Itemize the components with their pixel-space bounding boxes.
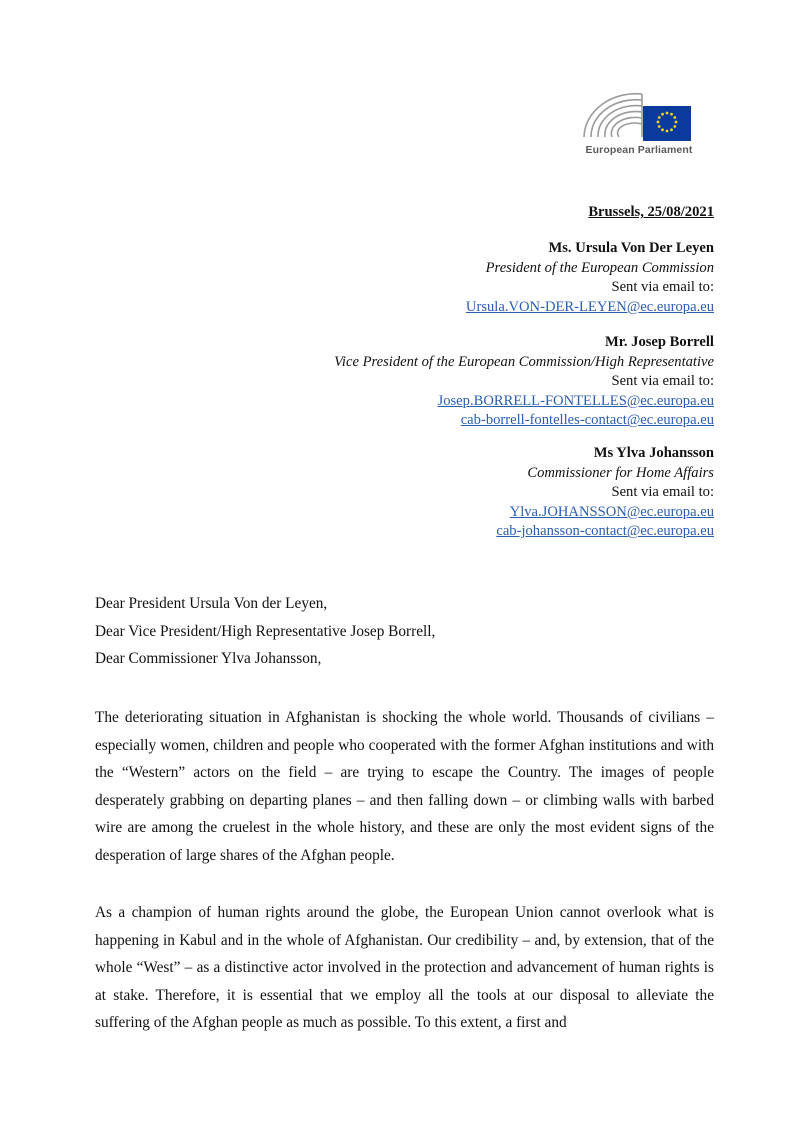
recipient-name: Mr. Josep Borrell [604, 334, 714, 350]
email-link[interactable]: Josep.BORRELL-FONTELLES@ec.europa.eu [437, 392, 714, 409]
recipient-block [466, 239, 714, 317]
body-paragraph: The deteriorating situation in Afghanistan is shocking the whole world. Thousands of civilians – especially women, children and people who cooperated with the former Afghan institutions and with the “Western” actors on the field – are trying to escape the Country. The images of people desperately grabbing on departing planes – and then falling down – or climbing walls with barbed wire are among the cruelest in the whole history, and these are only the most evident signs of the desperation of large shares of the Afghan people. [95, 709, 714, 864]
recipient-title: Commissioner for Home Affairs [527, 464, 714, 481]
recipient-title: President of the European Commission [485, 259, 714, 276]
salutation-line: Dear Commissioner Ylva Johansson, [95, 650, 322, 668]
email-link[interactable]: cab-johansson-contact@ec.europa.eu [496, 523, 714, 540]
email-link[interactable]: Ursula.VON-DER-LEYEN@ec.europa.eu [465, 298, 714, 315]
body-paragraph: As a champion of human rights around the globe, the European Union cannot overlook what is happening in Kabul and in the whole of Afghanistan. Our credibility – and, by extension, that of the whole “West” – as a distinctive actor involved in the protection and advancement of human rights is at stake. Therefore, it is essential that we employ all the tools at our disposal to alleviate the suffering of the Afghan people as much as possible. To this extent, a first and [95, 904, 714, 1032]
salutation-line: Dear Vice President/High Representative Josep Borrell, [95, 622, 436, 640]
hemicycle-icon [584, 94, 642, 137]
recipient-name: Ms Ylva Johansson [593, 445, 714, 461]
salutation-line: Dear President Ursula Von der Leyen, [95, 595, 328, 612]
sent-via-label: Sent via email to: [611, 484, 714, 501]
email-link[interactable]: cab-borrell-fontelles-contact@ec.europa.eu [460, 412, 714, 429]
recipient-block [496, 444, 714, 542]
recipient-block [334, 333, 714, 431]
sent-via-label: Sent via email to: [611, 373, 714, 390]
logo-wordmark: European Parliament [585, 144, 693, 156]
sent-via-label: Sent via email to: [611, 279, 714, 296]
recipient-name: Ms. Ursula Von Der Leyen [548, 240, 714, 256]
recipient-title: Vice President of the European Commission/High Representative [334, 353, 714, 370]
letter-date: Brussels, 25/08/2021 [588, 204, 714, 220]
eu-flag-icon [643, 106, 691, 141]
email-link[interactable]: Ylva.JOHANSSON@ec.europa.eu [509, 503, 714, 520]
salutation-block [95, 590, 714, 673]
